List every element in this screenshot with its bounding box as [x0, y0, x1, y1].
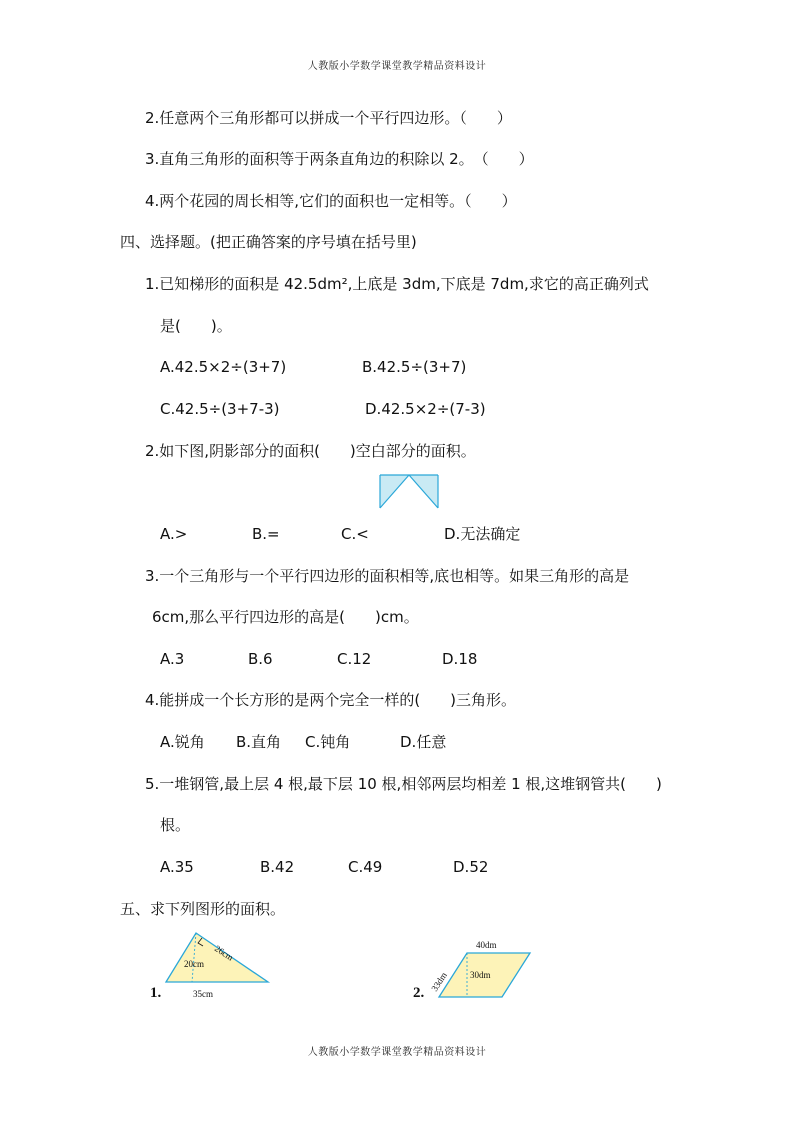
q2-text: 2.如下图,阴影部分的面积( )空白部分的面积。 [145, 442, 476, 460]
fig1-side-label: 26cm [212, 943, 236, 963]
q3-option-a: A.3 [160, 650, 185, 668]
q4-option-c: C.钝角 [305, 733, 351, 751]
q1-option-c: C.42.5÷(3+7-3) [160, 400, 280, 418]
q2-option-d: D.无法确定 [444, 525, 521, 543]
q3-option-c: C.12 [337, 650, 372, 668]
page-header: 人教版小学数学课堂教学精品资料设计 [307, 61, 487, 72]
section-5-title: 五、求下列图形的面积。 [120, 900, 286, 918]
fig1-height-label: 20cm [184, 959, 204, 969]
q4-option-b: B.直角 [236, 733, 282, 751]
fig1-base-label: 35cm [193, 989, 213, 999]
q2-shaded-figure [379, 474, 439, 510]
q4-text: 4.能拼成一个长方形的是两个完全一样的( )三角形。 [145, 691, 517, 709]
figure-1-triangle [160, 926, 275, 1001]
q3-text-line1: 3.一个三角形与一个平行四边形的面积相等,底也相等。如果三角形的高是 [145, 567, 630, 585]
triangle-shape [166, 933, 268, 982]
section-4-title: 四、选择题。(把正确答案的序号填在括号里) [120, 233, 417, 251]
q1-option-b: B.42.5÷(3+7) [362, 358, 467, 376]
q5-option-c: C.49 [348, 858, 383, 876]
fig2-side-label: 33dm [429, 970, 449, 994]
q5-text-line1: 5.一堆钢管,最上层 4 根,最下层 10 根,相邻两层均相差 1 根,这堆钢管共( ) [145, 775, 662, 793]
q4-option-a: A.锐角 [160, 733, 205, 751]
q5-option-d: D.52 [453, 858, 489, 876]
q3-option-b: B.6 [248, 650, 273, 668]
figure-1-number: 1. [150, 985, 162, 1001]
q3-text-line2: 6cm,那么平行四边形的高是( )cm。 [152, 608, 419, 626]
judge-question-3: 3.直角三角形的面积等于两条直角边的积除以 2。 （ ） [145, 150, 534, 168]
q2-option-a: A.> [160, 525, 188, 543]
q5-option-b: B.42 [260, 858, 295, 876]
figure-2-parallelogram [424, 936, 539, 1006]
q5-text-line2: 根。 [160, 816, 191, 834]
fig2-top-label: 40dm [476, 940, 497, 950]
judge-question-2: 2.任意两个三角形都可以拼成一个平行四边形。（ ） [145, 109, 512, 127]
q5-option-a: A.35 [160, 858, 194, 876]
q1-option-d: D.42.5×2÷(7-3) [365, 400, 486, 418]
judge-question-4: 4.两个花园的周长相等,它们的面积也一定相等。（ ） [145, 192, 517, 210]
q1-text-line2: 是( )。 [160, 317, 232, 335]
q2-option-c: C.< [341, 525, 369, 543]
q1-option-a: A.42.5×2÷(3+7) [160, 358, 287, 376]
fig2-height-label: 30dm [470, 970, 491, 980]
q1-text-line1: 1.已知梯形的面积是 42.5dm²,上底是 3dm,下底是 7dm,求它的高正确列式 [145, 275, 649, 293]
q2-option-b: B.= [252, 525, 280, 543]
page-footer: 人教版小学数学课堂教学精品资料设计 [307, 1047, 487, 1058]
figure-2-number: 2. [413, 985, 425, 1001]
q4-option-d: D.任意 [400, 733, 447, 751]
q3-option-d: D.18 [442, 650, 478, 668]
